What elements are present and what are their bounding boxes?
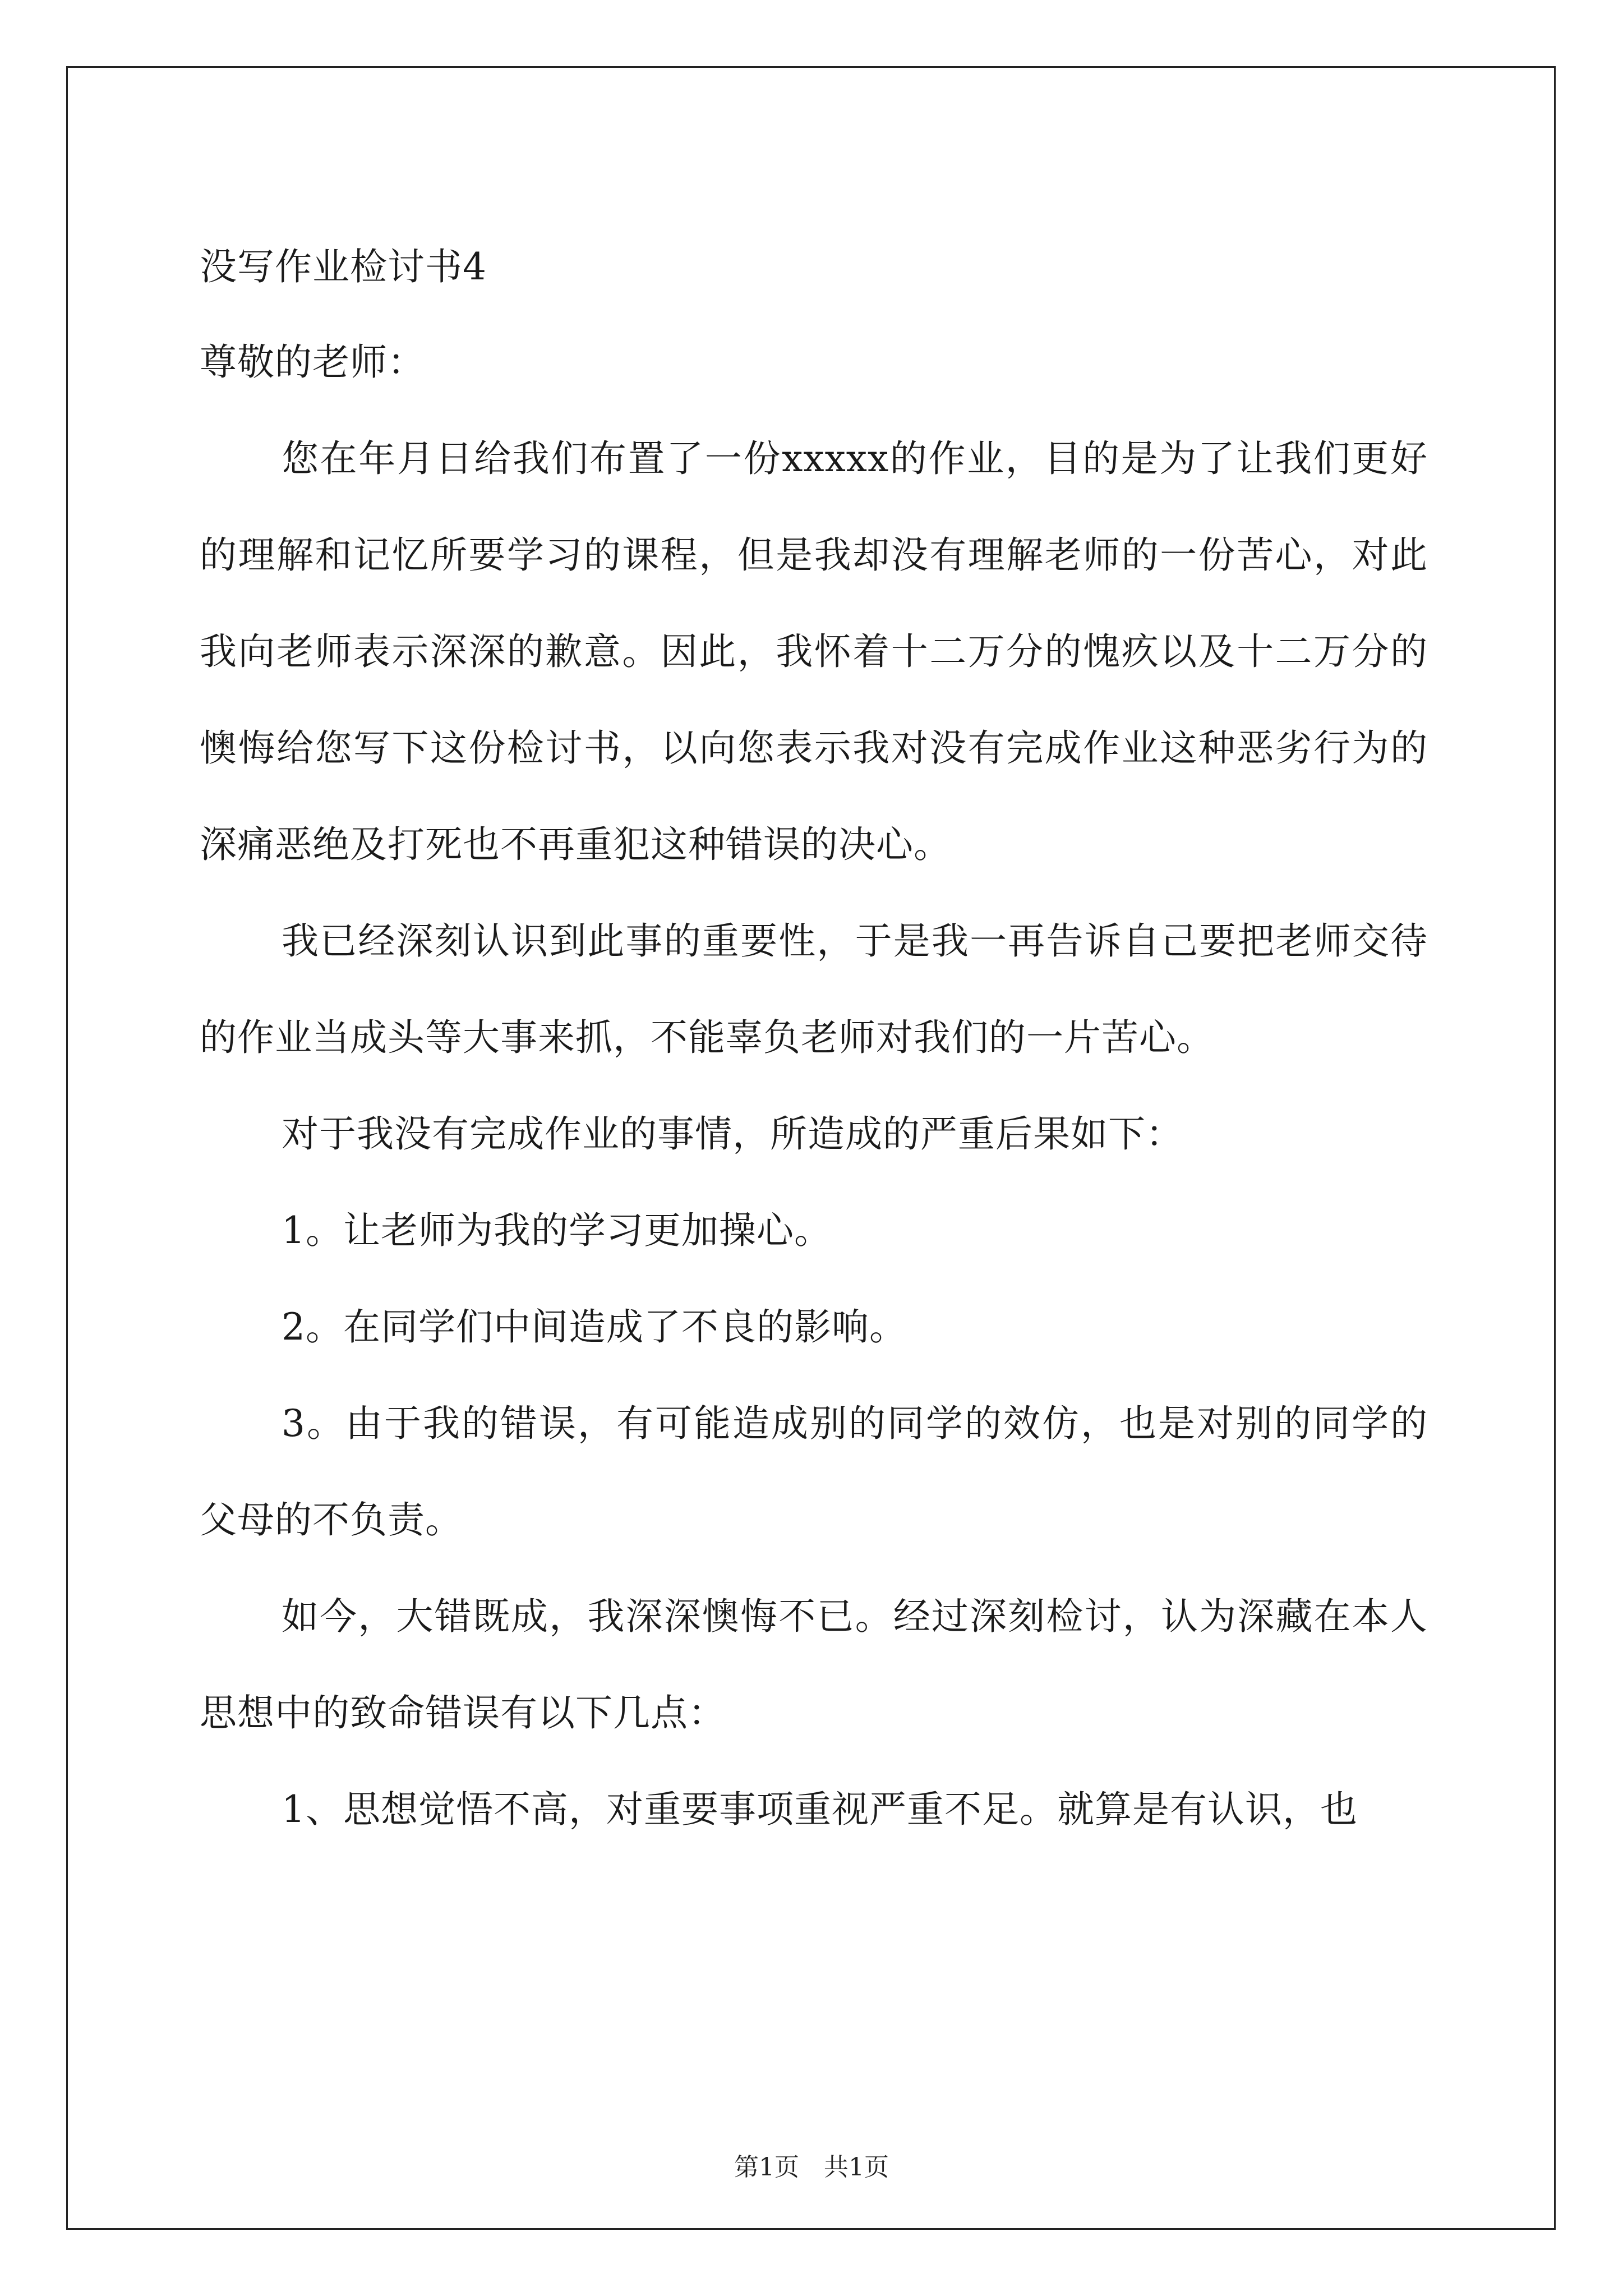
list-item: 1、思想觉悟不高，对重要事项重视严重不足。就算是有认识，也 [282,1788,1358,1831]
salutation: 尊敬的老师： [200,341,425,384]
paragraph: 您在年月日给我们布置了一份xxxxx的作业，目的是为了让我们更好的理解和记忆所要学习的课程，但是我却没有理解老师的一份苦心，对此我向老师表示深深的歉意。因此，我怀着十二万分的愧疚以及十二万分的懊悔给您写下这份检讨书，以向您表示我对没有完成作业这种恶劣行为的深痛恶绝及打死也不再重犯这种错误的决心。 [200,437,1428,866]
list-item: 1。让老师为我的学习更加操心。 [282,1209,832,1252]
paragraph: 如今，大错既成，我深深懊悔不已。经过深刻检讨，认为深藏在本人思想中的致命错误有以下几点： [200,1595,1428,1734]
list-item: 2。在同学们中间造成了不良的影响。 [282,1305,907,1349]
paragraph: 我已经深刻认识到此事的重要性，于是我一再告诉自己要把老师交待的作业当成头等大事来抓，不能辜负老师对我们的一片苦心。 [200,919,1428,1059]
document-body [200,219,1428,1858]
document-title: 没写作业检讨书4 [200,245,487,288]
page-footer: 第1页 共1页 [734,2153,889,2182]
paragraph: 对于我没有完成作业的事情，所造成的严重后果如下： [282,1112,1183,1156]
list-item: 3。由于我的错误，有可能造成别的同学的效仿，也是对别的同学的父母的不负责。 [200,1402,1428,1542]
